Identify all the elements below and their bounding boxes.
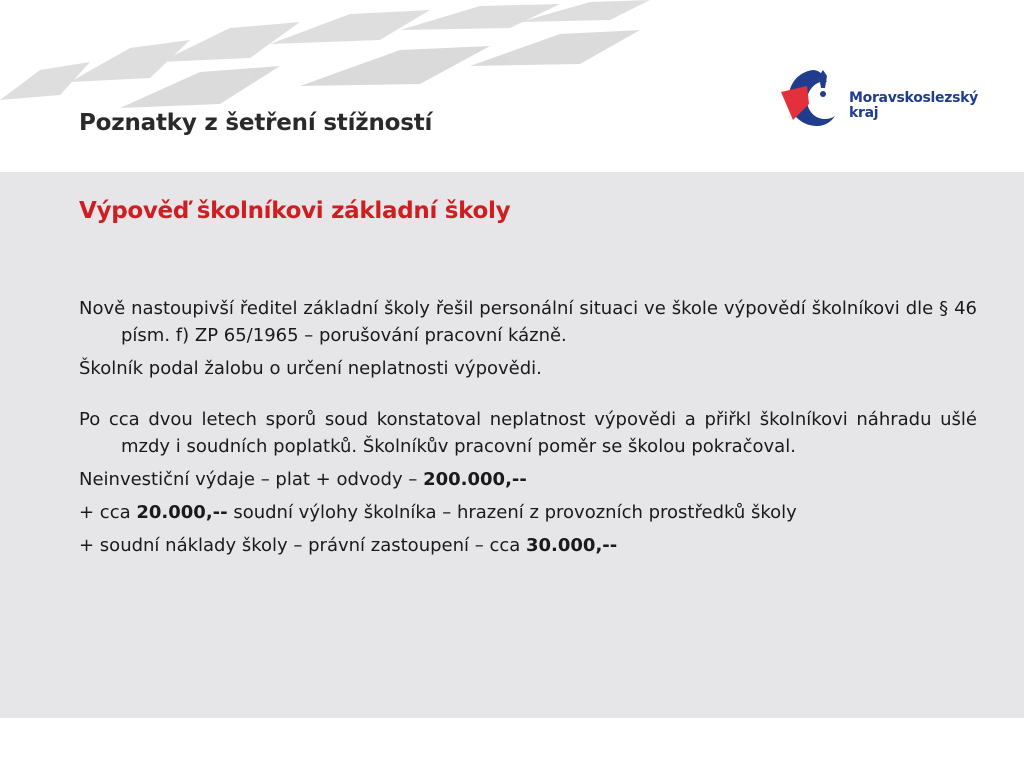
cost-line-3 xyxy=(79,532,977,559)
slide-footer xyxy=(0,718,1024,768)
cost-line-2-text: + cca xyxy=(79,502,137,523)
cost-line-1-amount: 200.000,-- xyxy=(423,469,527,490)
logo-line-1: Moravskoslezský xyxy=(849,90,978,106)
presentation-title: Poznatky z šetření stížností xyxy=(79,110,433,136)
moravskoslezsky-kraj-logo xyxy=(779,66,989,132)
cost-line-3-amount: 30.000,-- xyxy=(526,535,618,556)
cost-line-1 xyxy=(79,466,977,493)
logo-line-2: kraj xyxy=(849,105,879,121)
cost-line-2-amount: 20.000,-- xyxy=(136,502,228,523)
cost-line-2-suffix: soudní výlohy školníka – hrazení z provozních prostředků školy xyxy=(227,502,797,523)
paragraph-3: Po cca dvou letech sporů soud konstatoval neplatnost výpovědi a přiřkl školníkovi náhradu ušlé mzdy i soudních poplatků. Školníkův pracovní poměr se školou pokračoval. xyxy=(79,409,977,457)
paragraph-2: Školník podal žalobu o určení neplatnosti výpovědi. xyxy=(79,358,542,379)
slide-body xyxy=(79,295,977,565)
region-emblem-icon xyxy=(779,66,845,132)
cost-line-2 xyxy=(79,499,977,526)
slide-title: Výpověď školníkovi základní školy xyxy=(79,198,511,224)
logo-wordmark xyxy=(849,91,978,121)
header-swoosh-decoration xyxy=(0,0,680,110)
paragraph-1: Nově nastoupivší ředitel základní školy řešil personální situaci ve škole výpovědí školníkovi dle § 46 písm. f) ZP 65/1965 – porušování pracovní kázně. xyxy=(79,298,977,346)
cost-line-3-text: + soudní náklady školy – právní zastoupení – cca xyxy=(79,535,526,556)
cost-line-1-text: Neinvestiční výdaje – plat + odvody – xyxy=(79,469,424,490)
slide-header xyxy=(0,0,1024,172)
content-panel xyxy=(0,172,1024,718)
